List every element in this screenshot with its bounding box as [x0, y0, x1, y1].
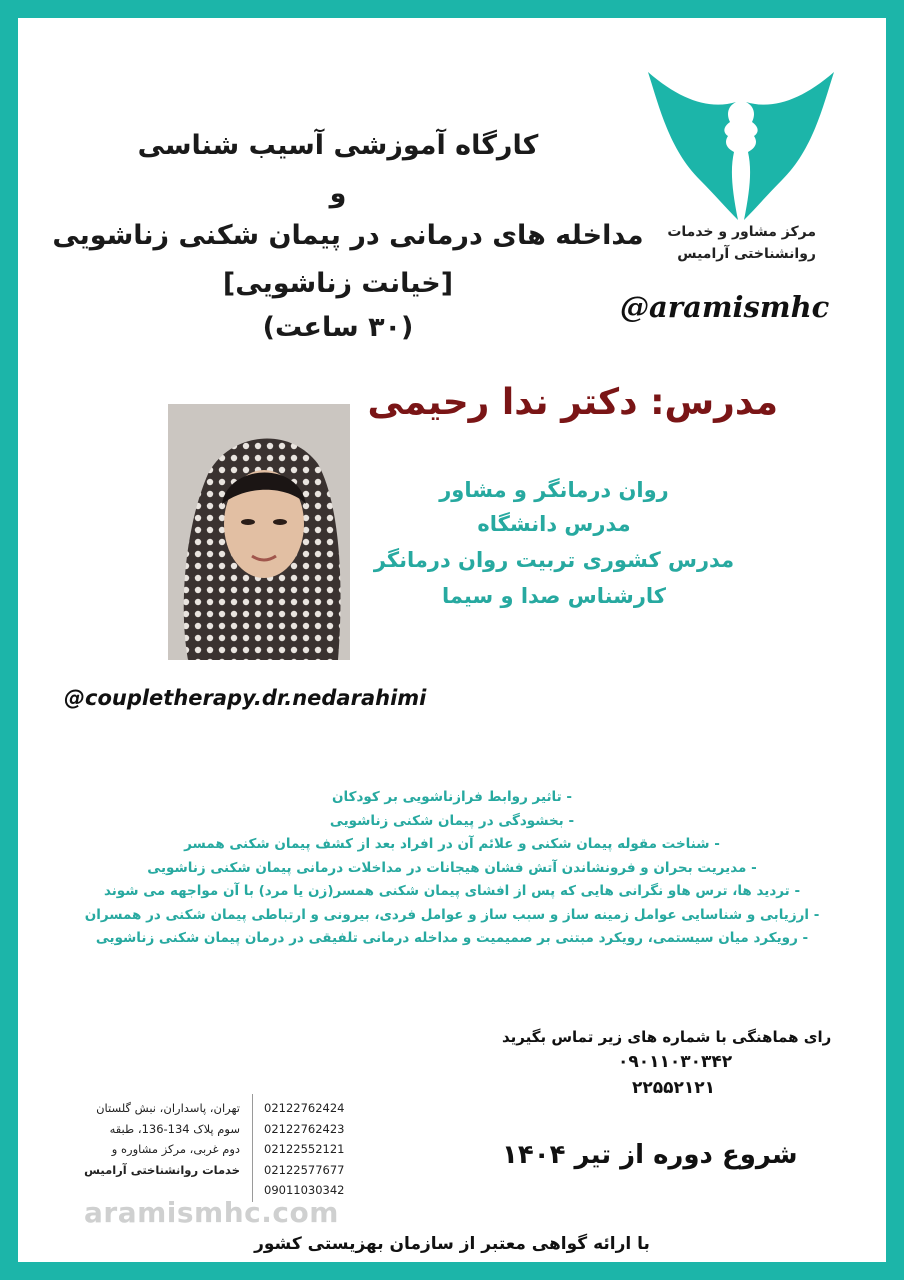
- address-line: سوم پلاک 134-136، طبقه: [109, 1121, 240, 1136]
- address-line: تهران، پاسداران، نبش گلستان: [96, 1101, 240, 1115]
- logo-text-line-1: مرکز مشاور و خدمات: [667, 224, 816, 240]
- credential-1: روان درمانگر و مشاور: [439, 478, 669, 502]
- instructor-photo: [168, 404, 350, 660]
- title-line-1: کارگاه آموزشی آسیب شناسی: [137, 130, 539, 161]
- address-line: خدمات روانشناختی آرامیس: [84, 1162, 240, 1177]
- address-line: دوم غربی، مرکز مشاوره و: [111, 1142, 240, 1156]
- phone-number: 02122762423: [264, 1121, 345, 1136]
- certificate-note: با ارائه گواهی معتبر از سازمان بهزیستی کشور: [254, 1234, 650, 1254]
- poster: [18, 18, 886, 1262]
- topic-item: - ارزیابی و شناسایی عوامل زمینه ساز و سبب ساز و عوامل فردی، بیرونی و ارتباطی پیمان شکنی در همسران: [84, 906, 820, 923]
- instructor-instagram: @coupletherapy.dr.nedarahimi: [64, 686, 427, 710]
- phone-number: 02122552121: [264, 1142, 345, 1156]
- title-line-4: [خیانت زناشویی]: [222, 268, 454, 299]
- phone-number: 02122762424: [264, 1101, 345, 1115]
- contact-phone-1: ۰۹۰۱۱۰۳۰۳۴۲: [618, 1052, 733, 1072]
- main-handle: @aramismhc: [620, 290, 830, 324]
- topic-item: - تردید ها، ترس هاو نگرانی هایی که پس از افشای پیمان شکنی همسر(زن یا مرد) با آن مواجهه می شوند: [103, 883, 801, 899]
- contact-instruction: رای هماهنگی با شماره های زیر تماس بگیرید: [502, 1028, 832, 1046]
- instructor-heading: مدرس: دکتر ندا رحیمی: [367, 382, 778, 423]
- title-line-5: (۳۰ ساعت): [262, 312, 414, 343]
- topic-item: - بخشودگی در پیمان شکنی زناشویی: [329, 812, 575, 829]
- credential-4: کارشناس صدا و سیما: [441, 584, 667, 608]
- phone-number: 09011030342: [264, 1183, 345, 1197]
- logo-text-line-2: روانشناختی آرامیس: [677, 246, 816, 262]
- topic-item: - رویکرد میان سیستمی، رویکرد مبتنی بر صمیمیت و مداخله درمانی تلفیقی در درمان پیمان شکنی زناشویی: [95, 930, 809, 946]
- contact-phone-2: ۲۲۵۵۲۱۲۱: [632, 1078, 716, 1098]
- topic-item: - تاثیر روابط فرازناشویی بر کودکان: [332, 789, 572, 805]
- topics-list: [18, 786, 886, 951]
- divider: [252, 1094, 253, 1202]
- website-url: aramismhc.com: [84, 1196, 339, 1229]
- topic-item: - مدیریت بحران و فرونشاندن آتش فشان هیجانات در مداخلات درمانی پیمان شکنی زناشویی: [147, 859, 757, 876]
- start-date: شروع دوره از تیر ۱۴۰۴: [502, 1140, 798, 1170]
- credential-3: مدرس کشوری تربیت روان درمانگر: [373, 548, 735, 572]
- topic-item: - شناخت مقوله پیمان شکنی و علائم آن در افراد بعد از کشف پیمان شکنی همسر: [184, 836, 720, 852]
- title-line-2: و: [329, 178, 347, 209]
- portrait-image-icon: [168, 404, 350, 660]
- phone-list: [264, 1098, 344, 1201]
- butterfly-faces-logo-icon: [640, 70, 840, 235]
- title-line-3: مداخله های درمانی در پیمان شکنی زناشویی: [52, 220, 644, 251]
- credential-2: مدرس دانشگاه: [477, 512, 631, 536]
- address-block: [80, 1098, 240, 1180]
- phone-number: 02122577677: [264, 1162, 345, 1177]
